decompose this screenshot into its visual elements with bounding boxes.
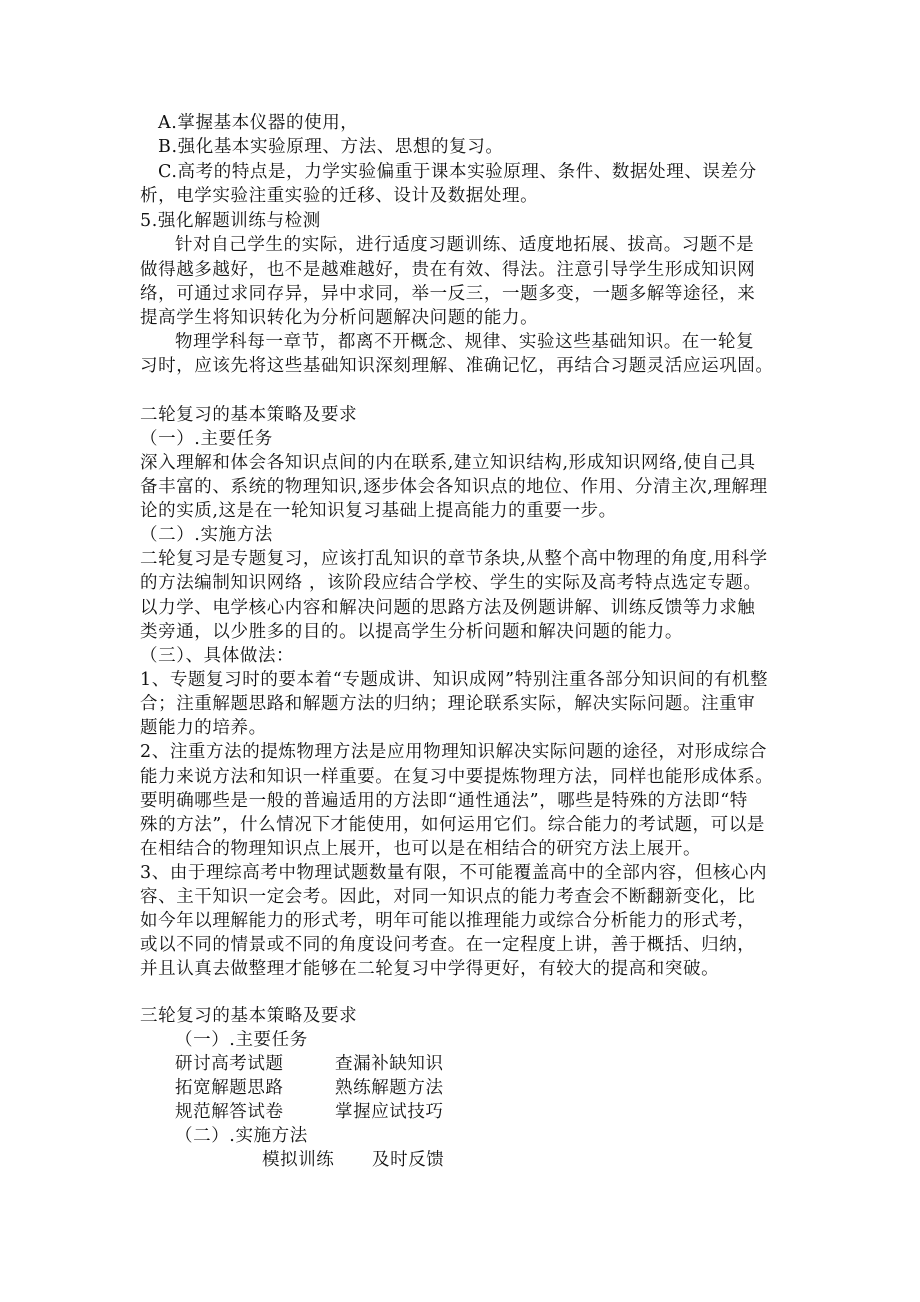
section-2-subheading-3: （三）、具体做法： xyxy=(140,646,295,666)
section-2-task-line2: 备丰富的、系统的物理知识,逐步体会各知识点的地位、作用、分清主次,理解理 xyxy=(140,477,768,497)
section-2-task-line1: 深入理解和体会各知识点间的内在联系,建立知识结构,形成知识网络,使自己具 xyxy=(140,453,756,473)
section-2-method-line4: 类旁通，以少胜多的目的。以提高学生分析问题和解决问题的能力。 xyxy=(140,622,683,642)
method-row-left: 模拟训练 xyxy=(262,1150,335,1170)
section-2-subheading-1: （一）.主要任务 xyxy=(140,429,273,449)
practice-2-line3: 要明确哪些是一般的普遍适用的方法即“通性通法”，哪些是特殊的方法即“特 xyxy=(140,791,748,811)
section-2-subheading-2: （二）.实施方法 xyxy=(140,525,273,545)
section-2-task-line3: 论的实质,这是在一轮知识复习基础上提高能力的重要一步。 xyxy=(140,501,617,521)
paragraph-1-line1: 针对自己学生的实际，进行适度习题训练、适度地拓展、拔高。习题不是 xyxy=(175,235,755,255)
item-b: B.强化基本实验原理、方法、思想的复习。 xyxy=(158,137,504,157)
paragraph-2-line2: 习时，应该先将这些基础知识深刻理解、准确记忆，再结合习题灵活应运巩固。 xyxy=(140,356,774,376)
practice-3-line5: 并且认真去做整理才能够在二轮复习中学得更好，有较大的提高和突破。 xyxy=(140,959,720,979)
method-row-right: 及时反馈 xyxy=(372,1150,445,1170)
section-2-method-line3: 以力学、电学核心内容和解决问题的思路方法及例题讲解、训练反馈等力求触 xyxy=(140,598,756,618)
section-3-subheading-1: （一）.主要任务 xyxy=(175,1030,308,1050)
paragraph-1-line2: 做得越多越好，也不是越难越好，贵在有效、得法。注意引导学生形成知识网 xyxy=(140,260,756,280)
section-3-title: 三轮复习的基本策略及要求 xyxy=(140,1006,358,1026)
task-row-2-right: 熟练解题方法 xyxy=(335,1078,444,1098)
task-row-3-left: 规范解答试卷 xyxy=(175,1102,284,1122)
heading-5: 5.强化解题训练与检测 xyxy=(140,211,321,231)
practice-1-line3: 题能力的培养。 xyxy=(140,718,267,738)
practice-1-line2: 合；注重解题思路和解题方法的归纳；理论联系实际，解决实际问题。注重审 xyxy=(140,694,756,714)
practice-3-line2: 容、主干知识一定会考。因此，对同一知识点的能力考查会不断翻新变化，比 xyxy=(140,887,756,907)
practice-3-line3: 如今年以理解能力的形式考，明年可能以推理能力或综合分析能力的形式考， xyxy=(140,911,756,931)
section-3-subheading-2: （二）.实施方法 xyxy=(175,1126,308,1146)
section-2-title: 二轮复习的基本策略及要求 xyxy=(140,405,358,425)
item-c-line2: 析，电学实验注重实验的迁移、设计及数据处理。 xyxy=(140,186,539,206)
paragraph-1-line3: 络，可通过求同存异，异中求同，举一反三，一题多变，一题多解等途径，来 xyxy=(140,284,756,304)
practice-1-line1: 1、专题复习时的要本着“专题成讲、知识成网”特别注重各部分知识间的有机整 xyxy=(140,670,769,690)
item-a: A.掌握基本仪器的使用， xyxy=(158,113,359,133)
practice-2-line5: 在相结合的物理知识点上展开，也可以是在相结合的研究方法上展开。 xyxy=(140,839,702,859)
paragraph-2-line1: 物理学科每一章节，都离不开概念、规律、实验这些基础知识。在一轮复 xyxy=(175,332,755,352)
task-row-1-left: 研讨高考试题 xyxy=(175,1054,284,1074)
item-c-line1: C.高考的特点是，力学实验偏重于课本实验原理、条件、数据处理、误差分 xyxy=(158,162,757,182)
practice-3-line1: 3、由于理综高考中物理试题数量有限，不可能覆盖高中的全部内容，但核心内 xyxy=(140,863,768,883)
practice-2-line1: 2、注重方法的提炼物理方法是应用物理知识解决实际问题的途径，对形成综合 xyxy=(140,742,768,762)
section-2-method-line1: 二轮复习是专题复习，应该打乱知识的章节条块,从整个高中物理的角度,用科学 xyxy=(140,549,768,569)
paragraph-1-line4: 提高学生将知识转化为分析问题解决问题的能力。 xyxy=(140,308,539,328)
task-row-2-left: 拓宽解题思路 xyxy=(175,1078,284,1098)
section-2-method-line2: 的方法编制知识网络 ，该阶段应结合学校、学生的实际及高考特点选定专题。 xyxy=(140,573,762,593)
practice-3-line4: 或以不同的情景或不同的角度设问考查。在一定程度上讲，善于概括、归纳， xyxy=(140,935,756,955)
task-row-3-right: 掌握应试技巧 xyxy=(335,1102,444,1122)
practice-2-line4: 殊的方法”，什么情况下才能使用，如何运用它们。综合能力的考试题，可以是 xyxy=(140,815,765,835)
task-row-1-right: 查漏补缺知识 xyxy=(335,1054,444,1074)
practice-2-line2: 能力来说方法和知识一样重要。在复习中要提炼物理方法，同样也能形成体系。 xyxy=(140,767,774,787)
